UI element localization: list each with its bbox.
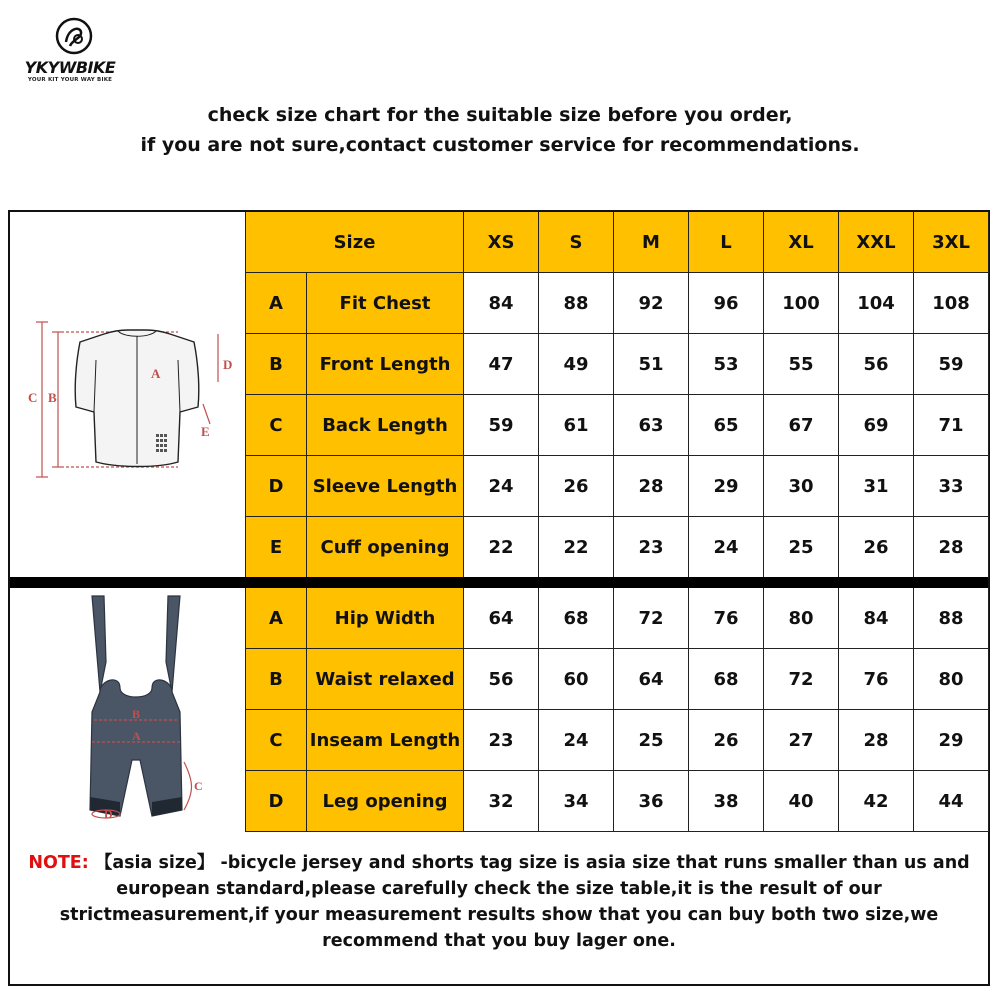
diagram-label-a: A xyxy=(151,366,161,381)
size-header-m: M xyxy=(614,212,689,273)
headline-line-2: if you are not sure,contact customer service for recommendations. xyxy=(140,134,860,156)
shorts-row-code: C xyxy=(245,710,307,771)
shorts-row-label: Waist relaxed xyxy=(307,649,464,710)
jersey-row-code: C xyxy=(245,395,307,456)
shorts-cell: 25 xyxy=(614,710,689,771)
jersey-cell: 84 xyxy=(464,273,539,334)
shorts-cell: 44 xyxy=(914,771,989,832)
jersey-cell: 29 xyxy=(689,456,764,517)
jersey-cell: 47 xyxy=(464,334,539,395)
brand-name: YKYWBIKE xyxy=(24,58,116,77)
shorts-cell: 84 xyxy=(839,588,914,649)
bike-logo-icon xyxy=(54,16,94,56)
shorts-cell: 36 xyxy=(614,771,689,832)
shorts-cell: 42 xyxy=(839,771,914,832)
jersey-row-label: Front Length xyxy=(307,334,464,395)
jersey-cell: 24 xyxy=(464,456,539,517)
note-label: NOTE: xyxy=(28,853,89,873)
shorts-cell: 68 xyxy=(689,649,764,710)
brand-tagline: YOUR KIT YOUR WAY BIKE xyxy=(27,77,113,83)
jersey-cell: 92 xyxy=(614,273,689,334)
jersey-cell: 96 xyxy=(689,273,764,334)
shorts-cell: 76 xyxy=(689,588,764,649)
shorts-cell: 23 xyxy=(464,710,539,771)
size-header-xs: XS xyxy=(464,212,539,273)
jersey-cell: 28 xyxy=(614,456,689,517)
diagram-label-b: B xyxy=(48,390,57,405)
brand-logo xyxy=(14,14,126,86)
size-header-xl: XL xyxy=(764,212,839,273)
shorts-row-code: B xyxy=(245,649,307,710)
size-header-l: L xyxy=(689,212,764,273)
diagram-label-d: D xyxy=(104,807,113,821)
jersey-row-code: A xyxy=(245,273,307,334)
shorts-cell: 29 xyxy=(914,710,989,771)
diagram-label-e: E xyxy=(201,424,210,439)
size-chart xyxy=(8,210,990,986)
jersey-cell: 24 xyxy=(689,517,764,578)
jersey-cell: 49 xyxy=(539,334,614,395)
section-divider xyxy=(10,577,988,588)
jersey-row-label: Back Length xyxy=(307,395,464,456)
shorts-cell: 72 xyxy=(764,649,839,710)
size-header-s: S xyxy=(539,212,614,273)
jersey-row-code: B xyxy=(245,334,307,395)
jersey-cell: 51 xyxy=(614,334,689,395)
jersey-cell: 100 xyxy=(764,273,839,334)
jersey-cell: 25 xyxy=(764,517,839,578)
diagram-label-c: C xyxy=(194,779,203,793)
size-header-xxl: XXL xyxy=(839,212,914,273)
measure-line-c xyxy=(184,762,192,810)
jersey-cell: 59 xyxy=(914,334,989,395)
diagram-label-a: A xyxy=(132,729,141,743)
shorts-cell: 38 xyxy=(689,771,764,832)
jersey-cell: 108 xyxy=(914,273,989,334)
bib-shorts-measurement-diagram xyxy=(60,592,210,832)
jersey-cell: 30 xyxy=(764,456,839,517)
headline-line-1: check size chart for the suitable size before you order, xyxy=(207,104,793,126)
shorts-cell: 88 xyxy=(914,588,989,649)
jersey-row-code: D xyxy=(245,456,307,517)
shorts-cell: 40 xyxy=(764,771,839,832)
shorts-cell: 32 xyxy=(464,771,539,832)
jersey-cell: 31 xyxy=(839,456,914,517)
diagram-label-d: D xyxy=(223,357,233,372)
diagram-label-c: C xyxy=(28,390,38,405)
jersey-cell: 71 xyxy=(914,395,989,456)
measure-line-e xyxy=(203,404,210,424)
jersey-cell: 22 xyxy=(464,517,539,578)
jersey-cell: 26 xyxy=(839,517,914,578)
jersey-cell: 59 xyxy=(464,395,539,456)
jersey-cell: 69 xyxy=(839,395,914,456)
jersey-measurement-diagram xyxy=(18,312,238,512)
jersey-cell: 61 xyxy=(539,395,614,456)
headline xyxy=(0,100,1000,160)
bib-shorts-outline xyxy=(90,596,182,816)
shorts-cell: 64 xyxy=(464,588,539,649)
shorts-cell: 27 xyxy=(764,710,839,771)
shorts-cell: 72 xyxy=(614,588,689,649)
shorts-row-code: A xyxy=(245,588,307,649)
jersey-cell: 28 xyxy=(914,517,989,578)
jersey-cell: 55 xyxy=(764,334,839,395)
shorts-cell: 24 xyxy=(539,710,614,771)
shorts-cell: 68 xyxy=(539,588,614,649)
jersey-cell: 23 xyxy=(614,517,689,578)
shorts-row-code: D xyxy=(245,771,307,832)
jersey-cell: 67 xyxy=(764,395,839,456)
shorts-cell: 34 xyxy=(539,771,614,832)
jersey-row-code: E xyxy=(245,517,307,578)
jersey-cell: 56 xyxy=(839,334,914,395)
size-header-3xl: 3XL xyxy=(914,212,989,273)
shorts-cell: 80 xyxy=(914,649,989,710)
shorts-cell: 76 xyxy=(839,649,914,710)
jersey-cell: 63 xyxy=(614,395,689,456)
shorts-cell: 26 xyxy=(689,710,764,771)
jersey-cell: 22 xyxy=(539,517,614,578)
size-header: Size xyxy=(245,212,464,273)
shorts-cell: 60 xyxy=(539,649,614,710)
sizing-note xyxy=(10,832,988,954)
jersey-row-label: Sleeve Length xyxy=(307,456,464,517)
jersey-cell: 33 xyxy=(914,456,989,517)
shorts-cell: 80 xyxy=(764,588,839,649)
shorts-row-label: Inseam Length xyxy=(307,710,464,771)
diagram-label-b: B xyxy=(132,707,141,721)
shorts-row-label: Hip Width xyxy=(307,588,464,649)
jersey-row-label: Fit Chest xyxy=(307,273,464,334)
shorts-cell: 56 xyxy=(464,649,539,710)
note-text: 【asia size】 -bicycle jersey and shorts tag size is asia size that runs smaller than us and european standard,please carefully check the size table,it is the result of our strictmeasurement,if your measurement results show that you can buy both two size,we recommend that you buy lager one. xyxy=(59,853,970,951)
jersey-cell: 26 xyxy=(539,456,614,517)
jersey-row-label: Cuff opening xyxy=(307,517,464,578)
jersey-cell: 65 xyxy=(689,395,764,456)
jersey-cell: 53 xyxy=(689,334,764,395)
jersey-cell: 104 xyxy=(839,273,914,334)
jersey-cell: 88 xyxy=(539,273,614,334)
shorts-cell: 28 xyxy=(839,710,914,771)
shorts-row-label: Leg opening xyxy=(307,771,464,832)
shorts-cell: 64 xyxy=(614,649,689,710)
